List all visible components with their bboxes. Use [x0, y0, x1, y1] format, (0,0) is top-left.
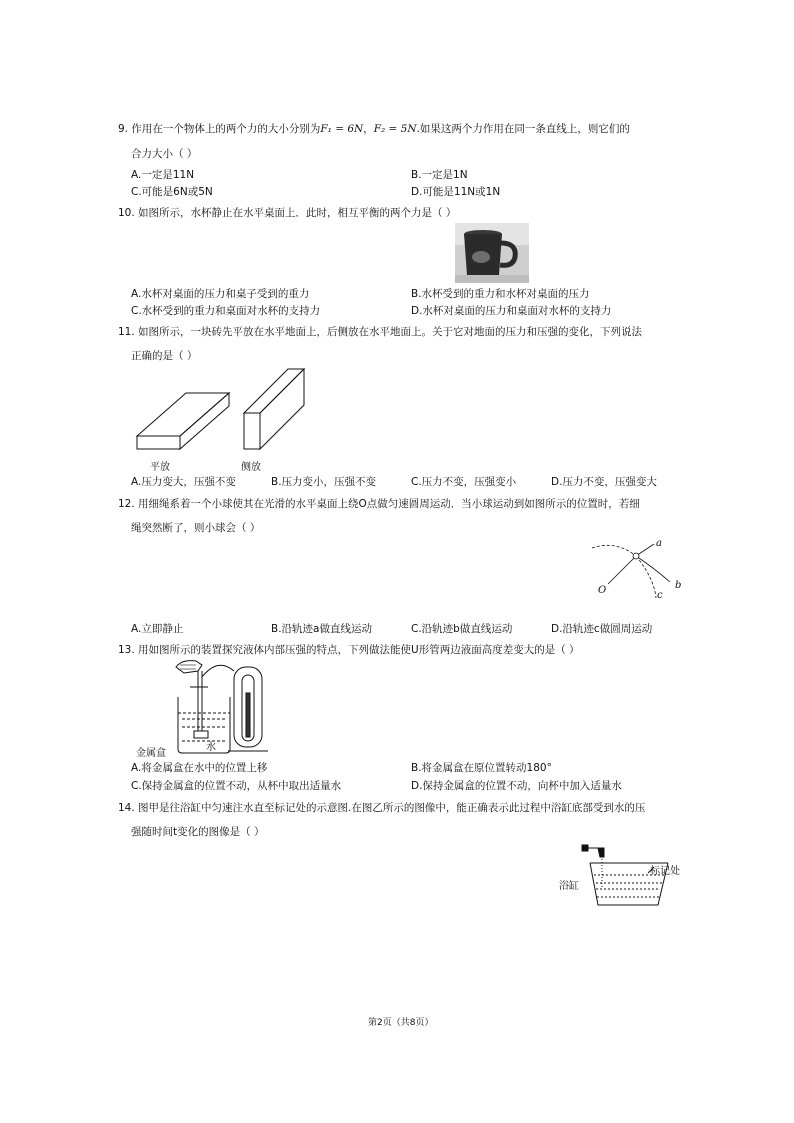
fig-label-a: a: [656, 538, 662, 549]
q13-option-b: B.将金属盒在原位置转动180°: [411, 762, 552, 774]
q12-option-b: B.沿轨迹a做直线运动: [271, 623, 372, 635]
q9-option-a: A.一定是11N: [131, 169, 195, 181]
mark-label: 标记处: [650, 866, 680, 877]
q14-line2: 强随时间t变化的图像是（ ）: [131, 826, 265, 838]
q12-option-c: C.沿轨迹b做直线运动: [411, 623, 513, 635]
q11-option-b: B.压力变小，压强不变: [271, 476, 377, 488]
metal-box-label: 金属盒: [136, 748, 166, 759]
fig-label-b: b: [675, 580, 682, 591]
brick-figure: [134, 363, 310, 459]
page-number: 第2页（共8页）: [368, 1018, 434, 1028]
q12-line2: 绳突然断了，则小球会（ ）: [131, 522, 261, 534]
q13-option-d: D.保持金属盒的位置不动，向杯中加入适量水: [411, 780, 622, 792]
q9-option-b: B.一定是1N: [411, 169, 468, 181]
brick-flat-label: 平放: [150, 462, 170, 473]
fig-label-c: c: [657, 590, 663, 601]
bathtub-figure: [578, 843, 686, 911]
q11-option-c: C.压力不变，压强变小: [411, 476, 517, 488]
q9-stem-text-2: .如果这两个力作用在同一条直线上，则它们的: [416, 123, 630, 135]
q9-line2: 合力大小（ ）: [131, 148, 198, 160]
mug-photo: [455, 223, 529, 283]
q13-stem: 13. 用如图所示的装置探究液体内部压强的特点，下列做法能使U形管两边液面高度差变大的是（ ）: [118, 644, 580, 656]
q10-stem: 10. 如图所示，水杯静止在水平桌面上．此时，相互平衡的两个力是（ ）: [118, 207, 457, 219]
water-label: 水: [206, 742, 216, 753]
tub-label: 浴缸: [559, 881, 579, 892]
q9-f2: F₂ = 5N: [373, 123, 417, 135]
pressure-gauge-figure: [168, 657, 272, 757]
q12-option-a: A.立即静止: [131, 623, 184, 635]
q10-option-c: C.水杯受到的重力和桌面对水杯的支持力: [131, 305, 321, 317]
q11-option-d: D.压力不变，压强变大: [551, 476, 657, 488]
q14-line1: 14. 图甲是往浴缸中匀速注水直至标记处的示意图.在图乙所示的图像中，能正确表示此过程中浴缸底部受到水的压: [118, 802, 646, 814]
q13-option-a: A.将金属盒在水中的位置上移: [131, 762, 268, 774]
q10-option-d: D.水杯对桌面的压力和桌面对水杯的支持力: [411, 305, 612, 317]
q12-option-d: D.沿轨迹c做圆周运动: [551, 623, 653, 635]
q9-option-d: D.可能是11N或1N: [411, 186, 501, 198]
q9-separator: ，: [363, 123, 374, 135]
brick-side-label: 侧放: [241, 462, 261, 473]
fig-label-o: O: [598, 585, 607, 596]
q11-line1: 11. 如图所示，一块砖先平放在水平地面上，后侧放在水平地面上。关于它对地面的压力和压强的变化，下列说法: [118, 326, 643, 338]
q12-line1: 12. 用细绳系着一个小球使其在光滑的水平桌面上绕O点做匀速圆周运动．当小球运动到如图所示的位置时，若细: [118, 498, 640, 510]
q9-f1: F₁ = 6N: [320, 123, 364, 135]
q13-option-c: C.保持金属盒的位置不动，从杯中取出适量水: [131, 780, 342, 792]
q10-option-a: A.水杯对桌面的压力和桌子受到的重力: [131, 288, 310, 300]
q9-option-c: C.可能是6N或5N: [131, 186, 213, 198]
q11-line2: 正确的是（ ）: [131, 350, 198, 362]
q9-stem-text: 9. 作用在一个物体上的两个力的大小分别为: [118, 123, 321, 135]
q11-option-a: A.压力变大，压强不变: [131, 476, 236, 488]
q10-option-b: B.水杯受到的重力和水杯对桌面的压力: [411, 288, 590, 300]
q9-line1: [118, 121, 630, 136]
